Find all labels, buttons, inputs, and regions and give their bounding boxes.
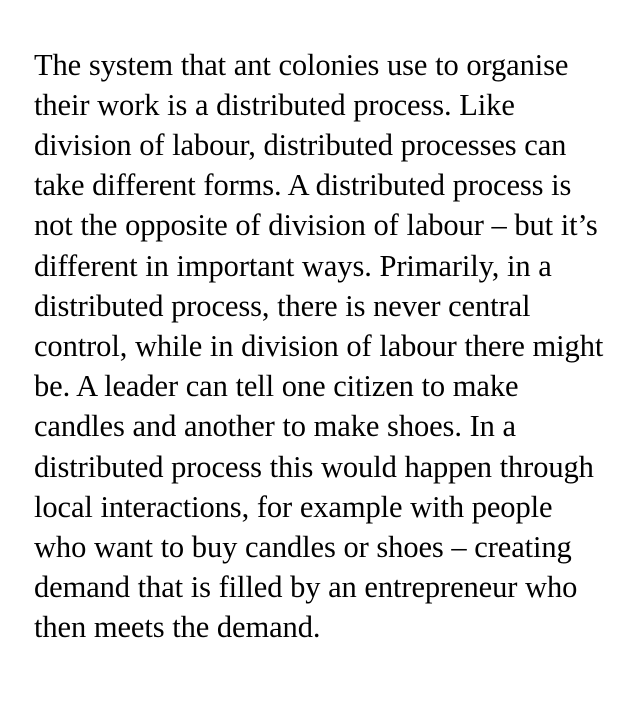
body-paragraph: The system that ant colonies use to organise their work is a distributed process. Like division of labour, distributed processes can take different forms. A distributed process is not the opposite of division of labour – but it’s different in important ways. Primarily, in a distributed process, there is never central control, while in division of labour there might be. A leader can tell one citizen to make candles and another to make shoes. In a distributed process this would happen through local interactions, for example with people who want to buy candles or shoes – creating demand that is filled by an entrepreneur who then meets the demand. — [34, 47, 611, 645]
